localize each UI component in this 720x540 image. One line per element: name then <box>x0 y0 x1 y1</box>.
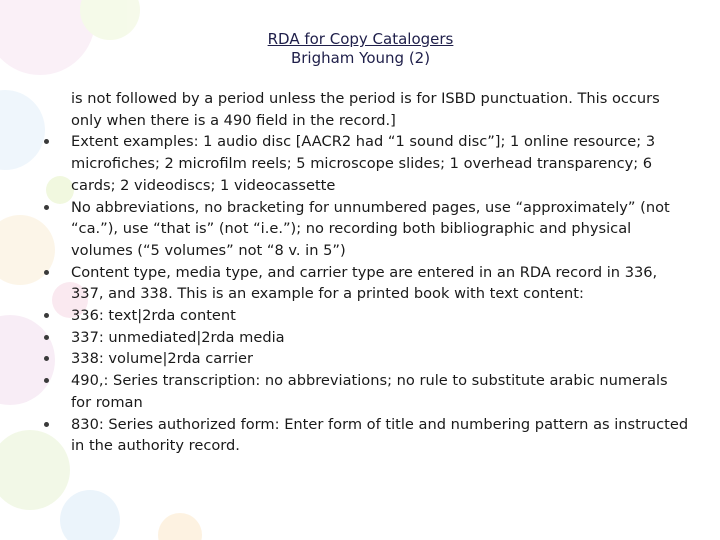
bullet-text: 337: unmediated|2rda media <box>71 328 285 346</box>
bullet-item-490 <box>41 370 691 413</box>
slide-title-line2: Brigham Young (2) <box>290 49 431 67</box>
bullet-text: 490,: Series transcription: no abbreviations; no rule to substitute arabic numerals for roman <box>71 372 668 411</box>
bullet-item-337 <box>41 327 691 349</box>
bullet-dot-icon <box>44 378 49 383</box>
slide-title <box>248 30 473 68</box>
bullet-item-336 <box>41 305 691 327</box>
bullet-dot-icon <box>44 356 49 361</box>
bullet-item-338 <box>41 348 691 370</box>
bullet-dot-icon <box>44 270 49 275</box>
bullet-dot-icon <box>44 335 49 340</box>
bullet-dot-icon <box>44 313 49 318</box>
bullet-item-abbreviations <box>41 197 691 262</box>
bullet-text: 336: text|2rda content <box>71 307 236 325</box>
slide-title-line1: RDA for Copy Catalogers <box>267 30 454 48</box>
bullet-text: No abbreviations, no bracketing for unnumbered pages, use “approximately” (not “ca.”), use “that is” (not “i.e.”); no recording both bibliographic and physical volumes (“5 volumes” not “8 v. in 5”) <box>71 198 670 259</box>
bullet-dot-icon <box>44 422 49 427</box>
bullet-dot-icon <box>44 205 49 210</box>
bullet-dot-icon <box>44 139 49 144</box>
bubble-shape <box>0 90 45 170</box>
bullet-text: Content type, media type, and carrier type are entered in an RDA record in 336, 337, and 338. This is an example for a printed book with text content: <box>71 263 658 303</box>
slide-body <box>41 88 691 457</box>
bullet-item-extent <box>41 131 691 196</box>
bubble-shape <box>158 513 202 540</box>
bullet-list <box>41 131 691 457</box>
bullet-text: 338: volume|2rda carrier <box>71 350 254 368</box>
bullet-item-830 <box>41 414 691 457</box>
bullet-text: 830: Series authorized form: Enter form of title and numbering pattern as instructed in the authority record. <box>71 415 689 455</box>
bubble-shape <box>60 490 120 540</box>
bullet-text: Extent examples: 1 audio disc [AACR2 had “1 sound disc”]; 1 online resource; 3 microfiches; 2 microfilm reels; 5 microscope slides; 1 overhead transparency; 6 cards; 2 videodiscs; 1 videocassette <box>71 133 656 194</box>
lead-paragraph: is not followed by a period unless the period is for ISBD punctuation. This occurs only when there is a 490 field in the record.] <box>71 90 660 129</box>
bullet-item-content-type <box>41 262 691 305</box>
